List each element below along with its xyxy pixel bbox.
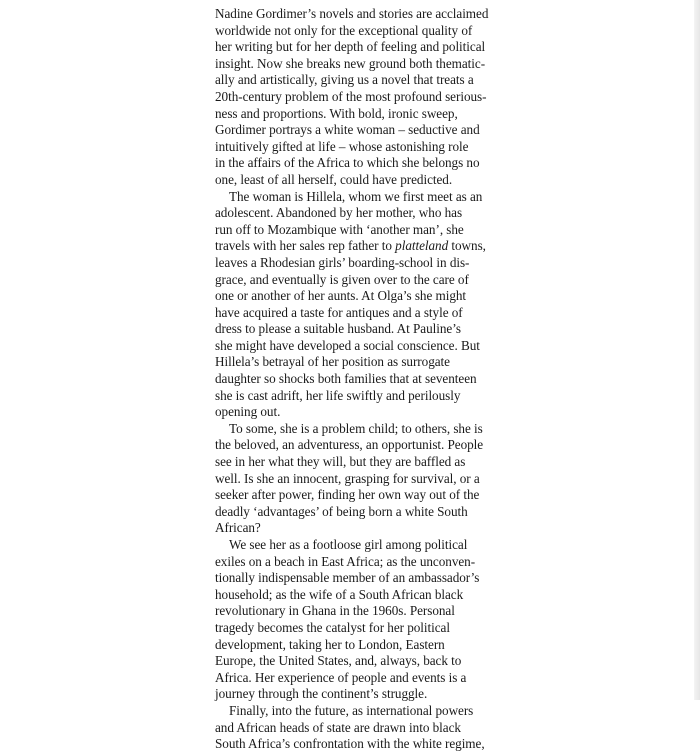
text-line: she might have developed a social conscience. But (215, 337, 480, 353)
text-line: one or another of her aunts. At Olga’s she might (215, 288, 467, 304)
text-line: Africa. Her experience of people and events is a (215, 669, 467, 685)
text-line: worldwide not only for the exceptional quality of (215, 22, 473, 38)
text-line: The woman is Hillela, whom we first meet as an (229, 188, 483, 204)
text-line: exiles on a beach in East Africa; as the unconven- (215, 553, 476, 569)
text-line: and African heads of state are drawn into black (215, 719, 461, 735)
text-line: 20th-century problem of the most profound serious- (215, 88, 487, 104)
text-line: her writing but for her depth of feeling and political (215, 39, 486, 55)
paragraph (215, 189, 515, 421)
text-line: well. Is she an innocent, grasping for survival, or a (215, 470, 480, 486)
text-line: South Africa’s confrontation with the white regime, (215, 736, 485, 752)
text-line: insight. Now she breaks new ground both thematic- (215, 55, 486, 71)
text-line: seeker after power, finding her own way out of the (215, 487, 480, 503)
paragraph (215, 421, 515, 537)
text-line: adolescent. Abandoned by her mother, who has (215, 205, 463, 221)
text-line: she is cast adrift, her life swiftly and perilously (215, 387, 461, 403)
italic-word: platteland (395, 238, 449, 254)
text-line: We see her as a footloose girl among political (229, 537, 468, 552)
text-line: one, least of all herself, could have predicted. (215, 171, 453, 187)
text-line: ally and artistically, giving us a novel that treats a (215, 72, 474, 88)
text-line: see in her what they will, but they are baffled as (215, 454, 466, 470)
page-edge-shadow (694, 0, 700, 700)
text-line: tragedy becomes the catalyst for her political (215, 619, 450, 635)
text-line: revolutionary in Ghana in the 1960s. Personal (215, 603, 455, 619)
text-line: African? (215, 520, 261, 536)
paragraph (215, 6, 515, 189)
text-line: have acquired a taste for antiques and a style of (215, 304, 463, 320)
text-line: journey through the continent’s struggle. (215, 686, 428, 702)
text-line: dress to please a suitable husband. At Pauline’s (215, 321, 461, 337)
text-line: opening out. (215, 404, 281, 420)
text-line: Hillela’s betrayal of her position as surrogate (215, 354, 450, 370)
text-line: development, taking her to London, Eastern (215, 636, 445, 652)
text-line: the beloved, an adventuress, an opportunist. People (215, 437, 484, 453)
text-line: Nadine Gordimer’s novels and stories are acclaimed (215, 6, 489, 21)
text-line: Europe, the United States, and, always, back to (215, 653, 462, 669)
text-line: daughter so shocks both families that at seventeen (215, 371, 477, 387)
blurb-text-column (215, 6, 515, 753)
text-line: run off to Mozambique with ‘another man’, she (215, 221, 464, 237)
text-line: To some, she is a problem child; to others, she is (229, 420, 483, 436)
paragraph (215, 703, 515, 753)
text-line: leaves a Rhodesian girls’ boarding-school in dis- (215, 254, 470, 270)
text-line: grace, and eventually is given over to the care of (215, 271, 469, 287)
text-line: tionally indispensable member of an ambassador’s (215, 570, 480, 586)
text-line: Finally, into the future, as international powers (229, 702, 474, 718)
text-line: intuitively gifted at life – whose astonishing role (215, 138, 469, 154)
text-line: household; as the wife of a South African black (215, 586, 464, 602)
text-line: Gordimer portrays a white woman – seductive and (215, 122, 480, 138)
text-line: deadly ‘advantages’ of being born a white South (215, 503, 468, 519)
text-line: ness and proportions. With bold, ironic sweep, (215, 105, 458, 121)
text-line: in the affairs of the Africa to which she belongs no (215, 155, 480, 171)
text-line: travels with her sales rep father to platteland towns, (215, 238, 486, 254)
paragraph (215, 537, 515, 703)
